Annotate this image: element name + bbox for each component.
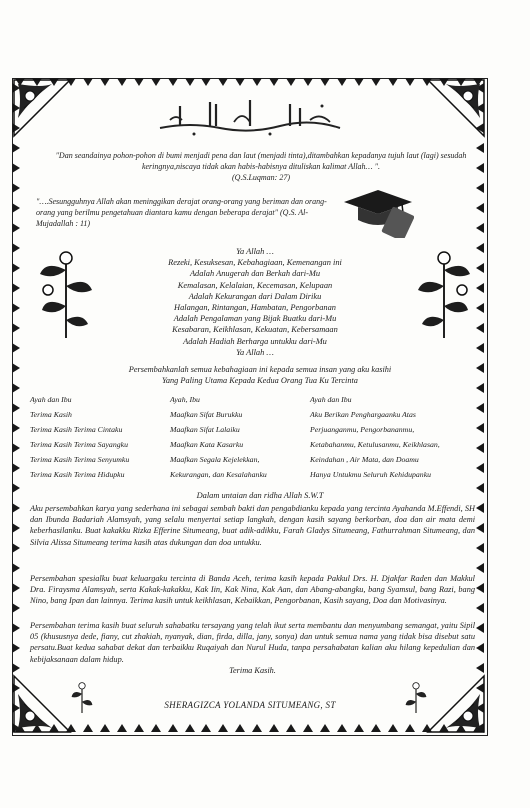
border-triangle [168, 724, 178, 732]
border-triangle [337, 78, 347, 86]
flower-ornament-bottom-right [404, 680, 428, 719]
border-triangle [12, 323, 20, 333]
border-triangle [12, 643, 20, 653]
flower-ornament-right [414, 250, 474, 345]
graduation-cap-icon [342, 186, 414, 238]
bottom-border [12, 724, 486, 734]
border-triangle [476, 283, 484, 293]
border-triangle [12, 223, 20, 233]
border-triangle [476, 303, 484, 313]
gratitude-grid [30, 394, 470, 481]
paragraph-relatives: Persembahan spesialku buat keluargaku tercinta di Banda Aceh, terima kasih kepada Pakkul Drs. H. Djakfar Raden dan Makkul Dra. Firaysma Alamsyah, serta Kakak-kakakku, Kak Iin, Kak Nina, Kak Aan, dan Abang-abangku, bang Syamsul, bang Razi, bang Nino, bang Ipan dan lainnya. Terima kasih untuk keikhlasan, Kebaikkan, Pengorbanan, Kasih sayang, Doa dan Motivasinya. [30, 574, 475, 606]
border-triangle [12, 403, 20, 413]
border-triangle [476, 203, 484, 213]
border-triangle [405, 724, 415, 732]
border-triangle [12, 263, 20, 273]
poem-line: Adalah Anugerah dan Berkah dari-Mu [189, 269, 321, 279]
border-triangle [476, 563, 484, 573]
quote-source: (Q.S. Al-Mujadallah : 11) [36, 208, 309, 228]
border-triangle [354, 78, 364, 86]
border-triangle [168, 78, 178, 86]
gratitude-cell: Ayah, Ibu [170, 395, 200, 404]
border-triangle [12, 143, 20, 153]
border-triangle [12, 343, 20, 353]
poem [110, 246, 400, 358]
border-triangle [83, 724, 93, 732]
border-triangle [476, 463, 484, 473]
border-triangle [12, 483, 20, 493]
border-triangle [476, 583, 484, 593]
corner-ornament-top-right [426, 78, 486, 138]
poem-line: Adalah Pengalaman yang Bijak Buatku dari-Mu [173, 314, 337, 324]
border-triangle [100, 724, 110, 732]
dedication-line-1: Persembahkanlah semua kebahagiaan ini kepada semua insan yang aku kasihi [128, 365, 392, 374]
border-triangle [12, 183, 20, 193]
border-triangle [117, 724, 127, 732]
quote-text: "….Sesungguhnya Allah akan meninggikan derajat orang-orang yang beriman dan orang-orang yang berilmu pengetahuan diantara kamu dengan beberapa derajat" [36, 197, 327, 217]
border-triangle [476, 663, 484, 673]
border-triangle [12, 543, 20, 553]
border-triangle [12, 203, 20, 213]
border-triangle [252, 724, 262, 732]
top-border [12, 78, 486, 88]
border-triangle [12, 243, 20, 253]
border-triangle [388, 78, 398, 86]
corner-ornament-top-left [12, 78, 72, 138]
border-triangle [320, 724, 330, 732]
closing-thanks: Terima Kasih. [229, 665, 276, 675]
border-triangle [476, 163, 484, 173]
border-triangle [303, 78, 313, 86]
border-triangle [12, 623, 20, 633]
border-triangle [476, 363, 484, 373]
border-triangle [476, 143, 484, 153]
gratitude-cell: Hanya Untukmu Seluruh Kehidupanku [310, 470, 432, 479]
poem-line: Rezeki, Kesuksesan, Kebahagiaan, Kemenangan ini [168, 258, 342, 268]
border-triangle [476, 263, 484, 273]
gratitude-cell: Terima Kasih Terima Senyumku [30, 455, 130, 464]
gratitude-cell: Ayah dan Ibu [310, 395, 352, 404]
border-triangle [286, 724, 296, 732]
border-triangle [218, 78, 228, 86]
quote-source: (Q.S.Luqman: 27) [232, 173, 290, 182]
poem-line: Adalah Kekurangan dari Dalam Diriku [188, 291, 322, 301]
border-triangle [12, 163, 20, 173]
author-signature: SHERAGIZCA YOLANDA SITUMEANG, ST [164, 700, 336, 710]
border-triangle [476, 343, 484, 353]
border-triangle [476, 403, 484, 413]
border-triangle [476, 623, 484, 633]
border-triangle [12, 383, 20, 393]
border-triangle [12, 563, 20, 573]
border-triangle [12, 303, 20, 313]
border-triangle [252, 78, 262, 86]
border-triangle [151, 724, 161, 732]
border-triangle [476, 383, 484, 393]
quran-quote-luqman [46, 150, 476, 183]
border-triangle [218, 724, 228, 732]
flower-ornament-bottom-left [70, 680, 94, 719]
poem-line: Halangan, Rintangan, Hambatan, Pengorbanan [174, 303, 336, 313]
gratitude-cell: Keindahan , Air Mata, dan Doamu [310, 455, 419, 464]
border-triangle [320, 78, 330, 86]
border-triangle [476, 223, 484, 233]
border-triangle [476, 183, 484, 193]
gratitude-cell: Maafkan Sifat Burukku [170, 410, 243, 419]
border-triangle [12, 423, 20, 433]
border-triangle [269, 724, 279, 732]
bismillah-calligraphy [150, 92, 350, 138]
gratitude-cell: Terima Kasih Terima Hidupku [30, 470, 125, 479]
border-triangle [117, 78, 127, 86]
border-triangle [337, 724, 347, 732]
dedication-lines [70, 364, 450, 386]
quran-quote-mujadallah [36, 196, 336, 229]
border-triangle [405, 78, 415, 86]
poem-line: Adalah Hadiah Berharga untukku dari-Mu [183, 336, 327, 346]
quote-text: "Dan seandainya pohon-pohon di bumi menjadi pena dan laut (menjadi tinta),ditambahkan kepadanya tujuh laut (lagi) sesudah keringnya,niscaya tidak akan habis-habisnya dituliskan kalimat Allah… ". [55, 151, 467, 171]
border-triangle [371, 724, 381, 732]
border-triangle [83, 78, 93, 86]
border-triangle [303, 724, 313, 732]
border-triangle [100, 78, 110, 86]
gratitude-cell: Perjuanganmu, Pengorbananmu, [310, 425, 415, 434]
border-triangle [12, 443, 20, 453]
corner-ornament-bottom-right [426, 674, 486, 734]
dedication-line-2: Yang Paling Utama Kepada Kedua Orang Tua Ku Tercinta [162, 376, 358, 385]
border-triangle [235, 724, 245, 732]
border-triangle [12, 283, 20, 293]
corner-ornament-bottom-left [12, 674, 72, 734]
poem-line: Kemalasan, Kelalaian, Kecemasan, Kelupaan [177, 280, 333, 290]
border-triangle [235, 78, 245, 86]
border-triangle [12, 363, 20, 373]
border-triangle [185, 724, 195, 732]
border-triangle [201, 724, 211, 732]
gratitude-cell: Terima Kasih [30, 410, 72, 419]
gratitude-cell: Maafkan Kata Kasarku [170, 440, 244, 449]
border-triangle [388, 724, 398, 732]
right-border [476, 78, 486, 734]
border-triangle [476, 423, 484, 433]
paragraph-friends-text: Persembahan terima kasih buat seluruh sahabatku tersayang yang telah ikut serta membantu dan menyumbang semangat, yaitu Sipil 05 (khususnya dede, fiany, cut zhakiah, nyanyak, dian, firda, dilla, jany, sonya) dan untuk semua nama yang tidak bisa disebut satu persatu.Buat kedua sahabat dekat dan terbaikku Ruqaiyah dan Nurul Huda, tanpa persahabatan kalian aku hilang kepedulian dan kebijaksanaan dalam hidup. [30, 621, 475, 664]
poem-line: Ya Allah … [236, 247, 274, 256]
border-triangle [354, 724, 364, 732]
gratitude-cell: Ayah dan Ibu [30, 395, 72, 404]
border-triangle [371, 78, 381, 86]
gratitude-cell: Maafkan Sifat Lalaiku [170, 425, 240, 434]
border-triangle [151, 78, 161, 86]
border-triangle [476, 503, 484, 513]
flower-ornament-left [36, 250, 96, 345]
border-triangle [12, 503, 20, 513]
border-triangle [476, 643, 484, 653]
gratitude-cell: Terima Kasih Terima Sayangku [30, 440, 128, 449]
gratitude-cell: Maafkan Segala Kejelekkan, [170, 455, 260, 464]
left-border [12, 78, 22, 734]
border-triangle [476, 323, 484, 333]
gratitude-cell: Aku Berikan Penghargaanku Atas [310, 410, 416, 419]
border-triangle [185, 78, 195, 86]
paragraph-friends [30, 620, 475, 676]
border-triangle [476, 543, 484, 553]
paragraph-family: Aku persembahkan karya yang sederhana ini sebagai sembah bakti dan pengabdianku kepada yang tercinta Ayahanda M.Effendi, SH dan Ibunda Badariah Alamsyah, yang selalu menyertai setiap langkah, dengan kasih sayang berkorban, doa dan air mata demi keberhasilanku. Buat kakakku Rizka Efferine Situmeang, buat adik-adikku, Farah Gladys Situmeang, Fathurrahman Situmeang, dan Silvia Alissa Situmeang terima kasih atas dukungan dan doa untukku. [30, 504, 475, 547]
border-triangle [269, 78, 279, 86]
border-triangle [12, 603, 20, 613]
border-triangle [134, 78, 144, 86]
border-triangle [201, 78, 211, 86]
poem-line: Kesabaran, Keikhlasan, Kekuatan, Kebersamaan [172, 325, 338, 335]
border-triangle [286, 78, 296, 86]
border-triangle [134, 724, 144, 732]
border-triangle [476, 603, 484, 613]
gratitude-cell: Ketabahanmu, Ketulusanmu, Keikhlasan, [310, 440, 440, 449]
poem-line: Ya Allah … [236, 347, 274, 357]
border-triangle [476, 443, 484, 453]
border-triangle [12, 523, 20, 533]
border-triangle [476, 483, 484, 493]
border-triangle [12, 583, 20, 593]
border-triangle [12, 463, 20, 473]
border-triangle [476, 243, 484, 253]
gratitude-cell: Kekurangan, dan Kesalahanku [170, 470, 267, 479]
border-triangle [12, 663, 20, 673]
gratitude-cell: Terima Kasih Terima Cintaku [30, 425, 123, 434]
border-triangle [476, 523, 484, 533]
ridha-line: Dalam untaian dan ridha Allah S.W.T [196, 491, 324, 500]
